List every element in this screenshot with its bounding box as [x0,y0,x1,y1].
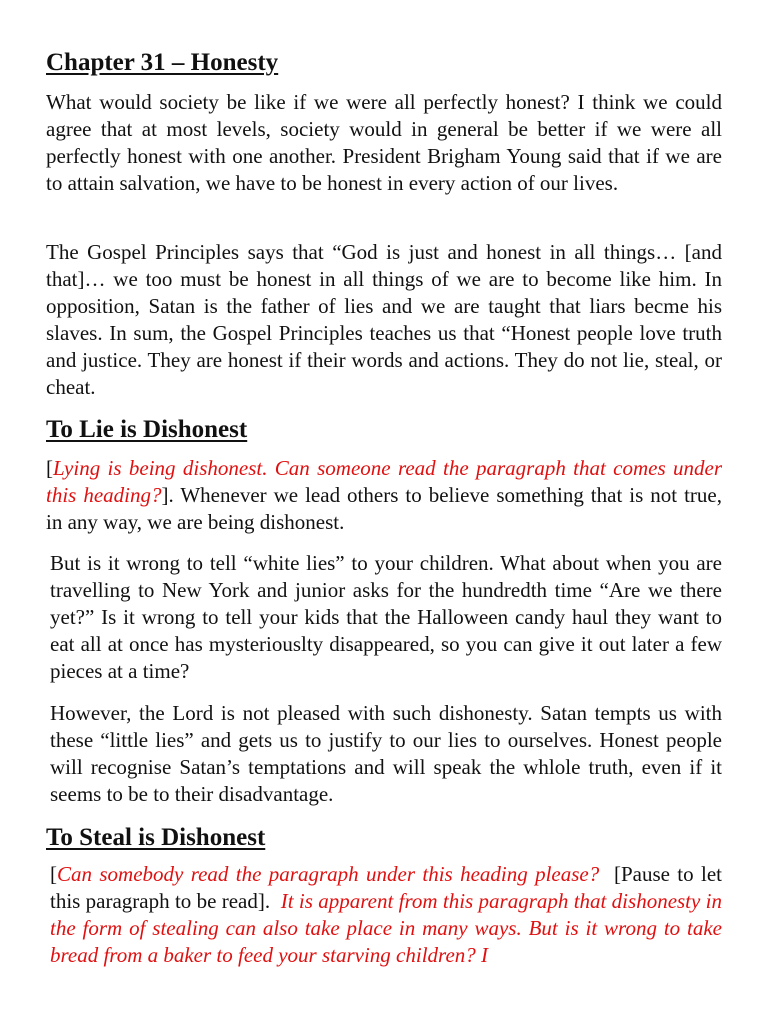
pause-text: [Pause to let this paragraph to be read]. [50,862,728,913]
lie-paragraph [46,455,722,536]
instruction-text-2: It is apparent from this paragraph that dishonesty in the form of stealing can also take place in many ways. But is it wrong to take bread from a baker to feed your starving children? I [50,889,723,967]
dishonesty-paragraph: However, the Lord is not pleased with such dishonesty. Satan tempts us with these “little lies” and gets us to justify to our lies to ourselves. Honest people will recognise Satan’s temptations and will speak the whlole truth, even if it seems to be to their disadvantage. [50,701,722,806]
section-heading-lie: To Lie is Dishonest [46,416,248,443]
lie-paragraph-rest: ]. Whenever we lead others to believe something that is not true, in any way, we are being dishonest. [46,483,723,534]
intro-paragraph: What would society be like if we were all perfectly honest? I think we could agree that at most levels, society would in general be better if we were all perfectly honest with one another. President Brigham Young said that if we are to attain salvation, we have to be honest in every action of our lives. [46,90,722,195]
white-lies-paragraph: But is it wrong to tell “white lies” to your children. What about when you are travelling to New York and junior asks for the hundredth time “Are we there yet?” Is it wrong to tell your kids that the Halloween candy haul they want to eat all at once has mysteriouslty disappeared, so you can give it out later a few pieces at a time? [50,551,722,683]
chapter-heading: Chapter 31 – Honesty [46,49,279,76]
open-bracket: [ [46,456,53,480]
gospel-principles-paragraph: The Gospel Principles says that “God is just and honest in all things… [and that]… we too must be honest in all things of we are to become like him. In opposition, Satan is the father of lies and we are taught that liars becme his slaves. In sum, the Gospel Principles teaches us that “Honest people love truth and justice. They are honest if their words and actions. They do not lie, steal, or cheat. [46,240,722,399]
instruction-text: Can somebody read the paragraph under this heading please? [57,862,600,886]
steal-paragraph [50,861,728,969]
instruction-text: Lying is being dishonest. Can someone read the paragraph that comes under this heading? [46,456,722,507]
open-bracket: [ [50,862,57,886]
section-heading-steal: To Steal is Dishonest [46,824,266,851]
